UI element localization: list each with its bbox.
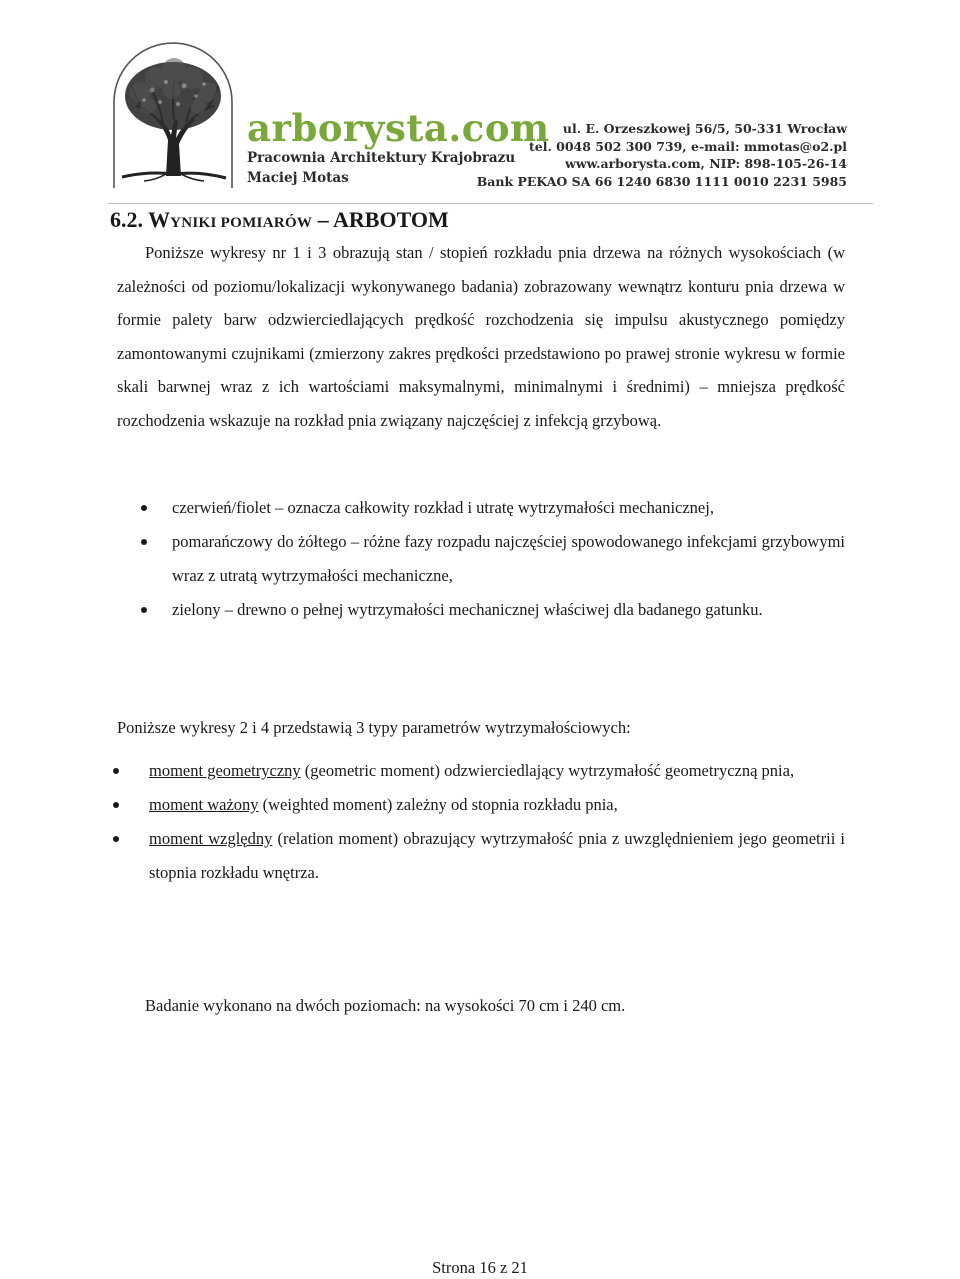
header-divider [108, 203, 873, 204]
tree-in-arch-icon [108, 40, 238, 190]
address-line: ul. E. Orzeszkowej 56/5, 50-331 Wrocław [562, 121, 847, 136]
brand-subtitle: Pracownia Architektury Krajobrazu [247, 150, 516, 166]
contact-block [477, 120, 847, 190]
section-number: 6.2. [110, 207, 143, 232]
list-item: czerwień/fiolet – oznacza całkowity rozkład i utratę wytrzymałości mechanicznej, [172, 491, 845, 525]
section-title-smallcaps: YNIKI POMIARÓW [170, 215, 313, 231]
closing-sentence: Badanie wykonano na dwóch poziomach: na wysokości 70 cm i 240 cm. [145, 996, 626, 1015]
bank-line: Bank PEKAO SA 66 1240 6830 1111 0010 2231 5985 [476, 173, 847, 189]
section-title [110, 205, 850, 238]
color-legend-list [172, 491, 845, 627]
section-title-initial: W [148, 207, 171, 232]
intro-paragraph: Poniższe wykresy nr 1 i 3 obrazują stan / stopień rozkładu pnia drzewa na różnych wysokościach (w zależności od poziomu/lokalizacji wykonywanego badania) zobrazowany wewnątrz konturu pnia drzewa w formie palety barw odzwierciedlających prędkość rozchodzenia się impulsu akustycznego pomiędzy zamontowanymi czujnikami (zmierzony zakres prędkości przedstawiono po prawej stronie wykresu w formie skali barwnej wraz z ich wartościami maksymalnymi, minimalnymi i średnimi) – mniejsza prędkość rozchodzenia wskazuje na rozkład pnia związany najczęściej z infekcją grzybową. [117, 243, 845, 430]
list-item [149, 754, 845, 788]
params-list [149, 754, 845, 890]
params-intro: Poniższe wykresy 2 i 4 przedstawią 3 typy parametrów wytrzymałościowych: [117, 718, 631, 737]
letterhead [0, 0, 960, 205]
param-term: moment geometryczny [149, 761, 301, 780]
brand-owner: Maciej Motas [247, 170, 349, 186]
param-term: moment ważony [149, 795, 259, 814]
phone-email-line: tel. 0048 502 300 739, e-mail: mmotas@o2.pl [528, 138, 847, 154]
param-term: moment względny [149, 829, 273, 848]
section-title-suffix: – ARBOTOM [317, 207, 449, 232]
list-item [149, 788, 845, 822]
list-item [149, 822, 845, 890]
page-number: Strona 16 z 21 [432, 1258, 528, 1277]
web-nip-line: www.arborysta.com, NIP: 898-105-26-14 [565, 156, 847, 171]
param-desc: (weighted moment) zależny od stopnia rozkładu pnia, [258, 795, 618, 814]
list-item: pomarańczowy do żółtego – różne fazy rozpadu najczęściej spowodowanego infekcjami grzybowymi wraz z utratą wytrzymałości mechaniczne, [172, 525, 845, 593]
list-item: zielony – drewno o pełnej wytrzymałości mechanicznej właściwej dla badanego gatunku. [172, 593, 845, 627]
param-desc: (relation moment) obrazujący wytrzymałość pnia z uwzględnieniem jego geometrii i stopnia rozkładu wnętrza. [149, 829, 845, 882]
param-desc: (geometric moment) odzwierciedlający wytrzymałość geometryczną pnia, [300, 761, 795, 780]
brand-name: arborysta.com [247, 106, 550, 150]
